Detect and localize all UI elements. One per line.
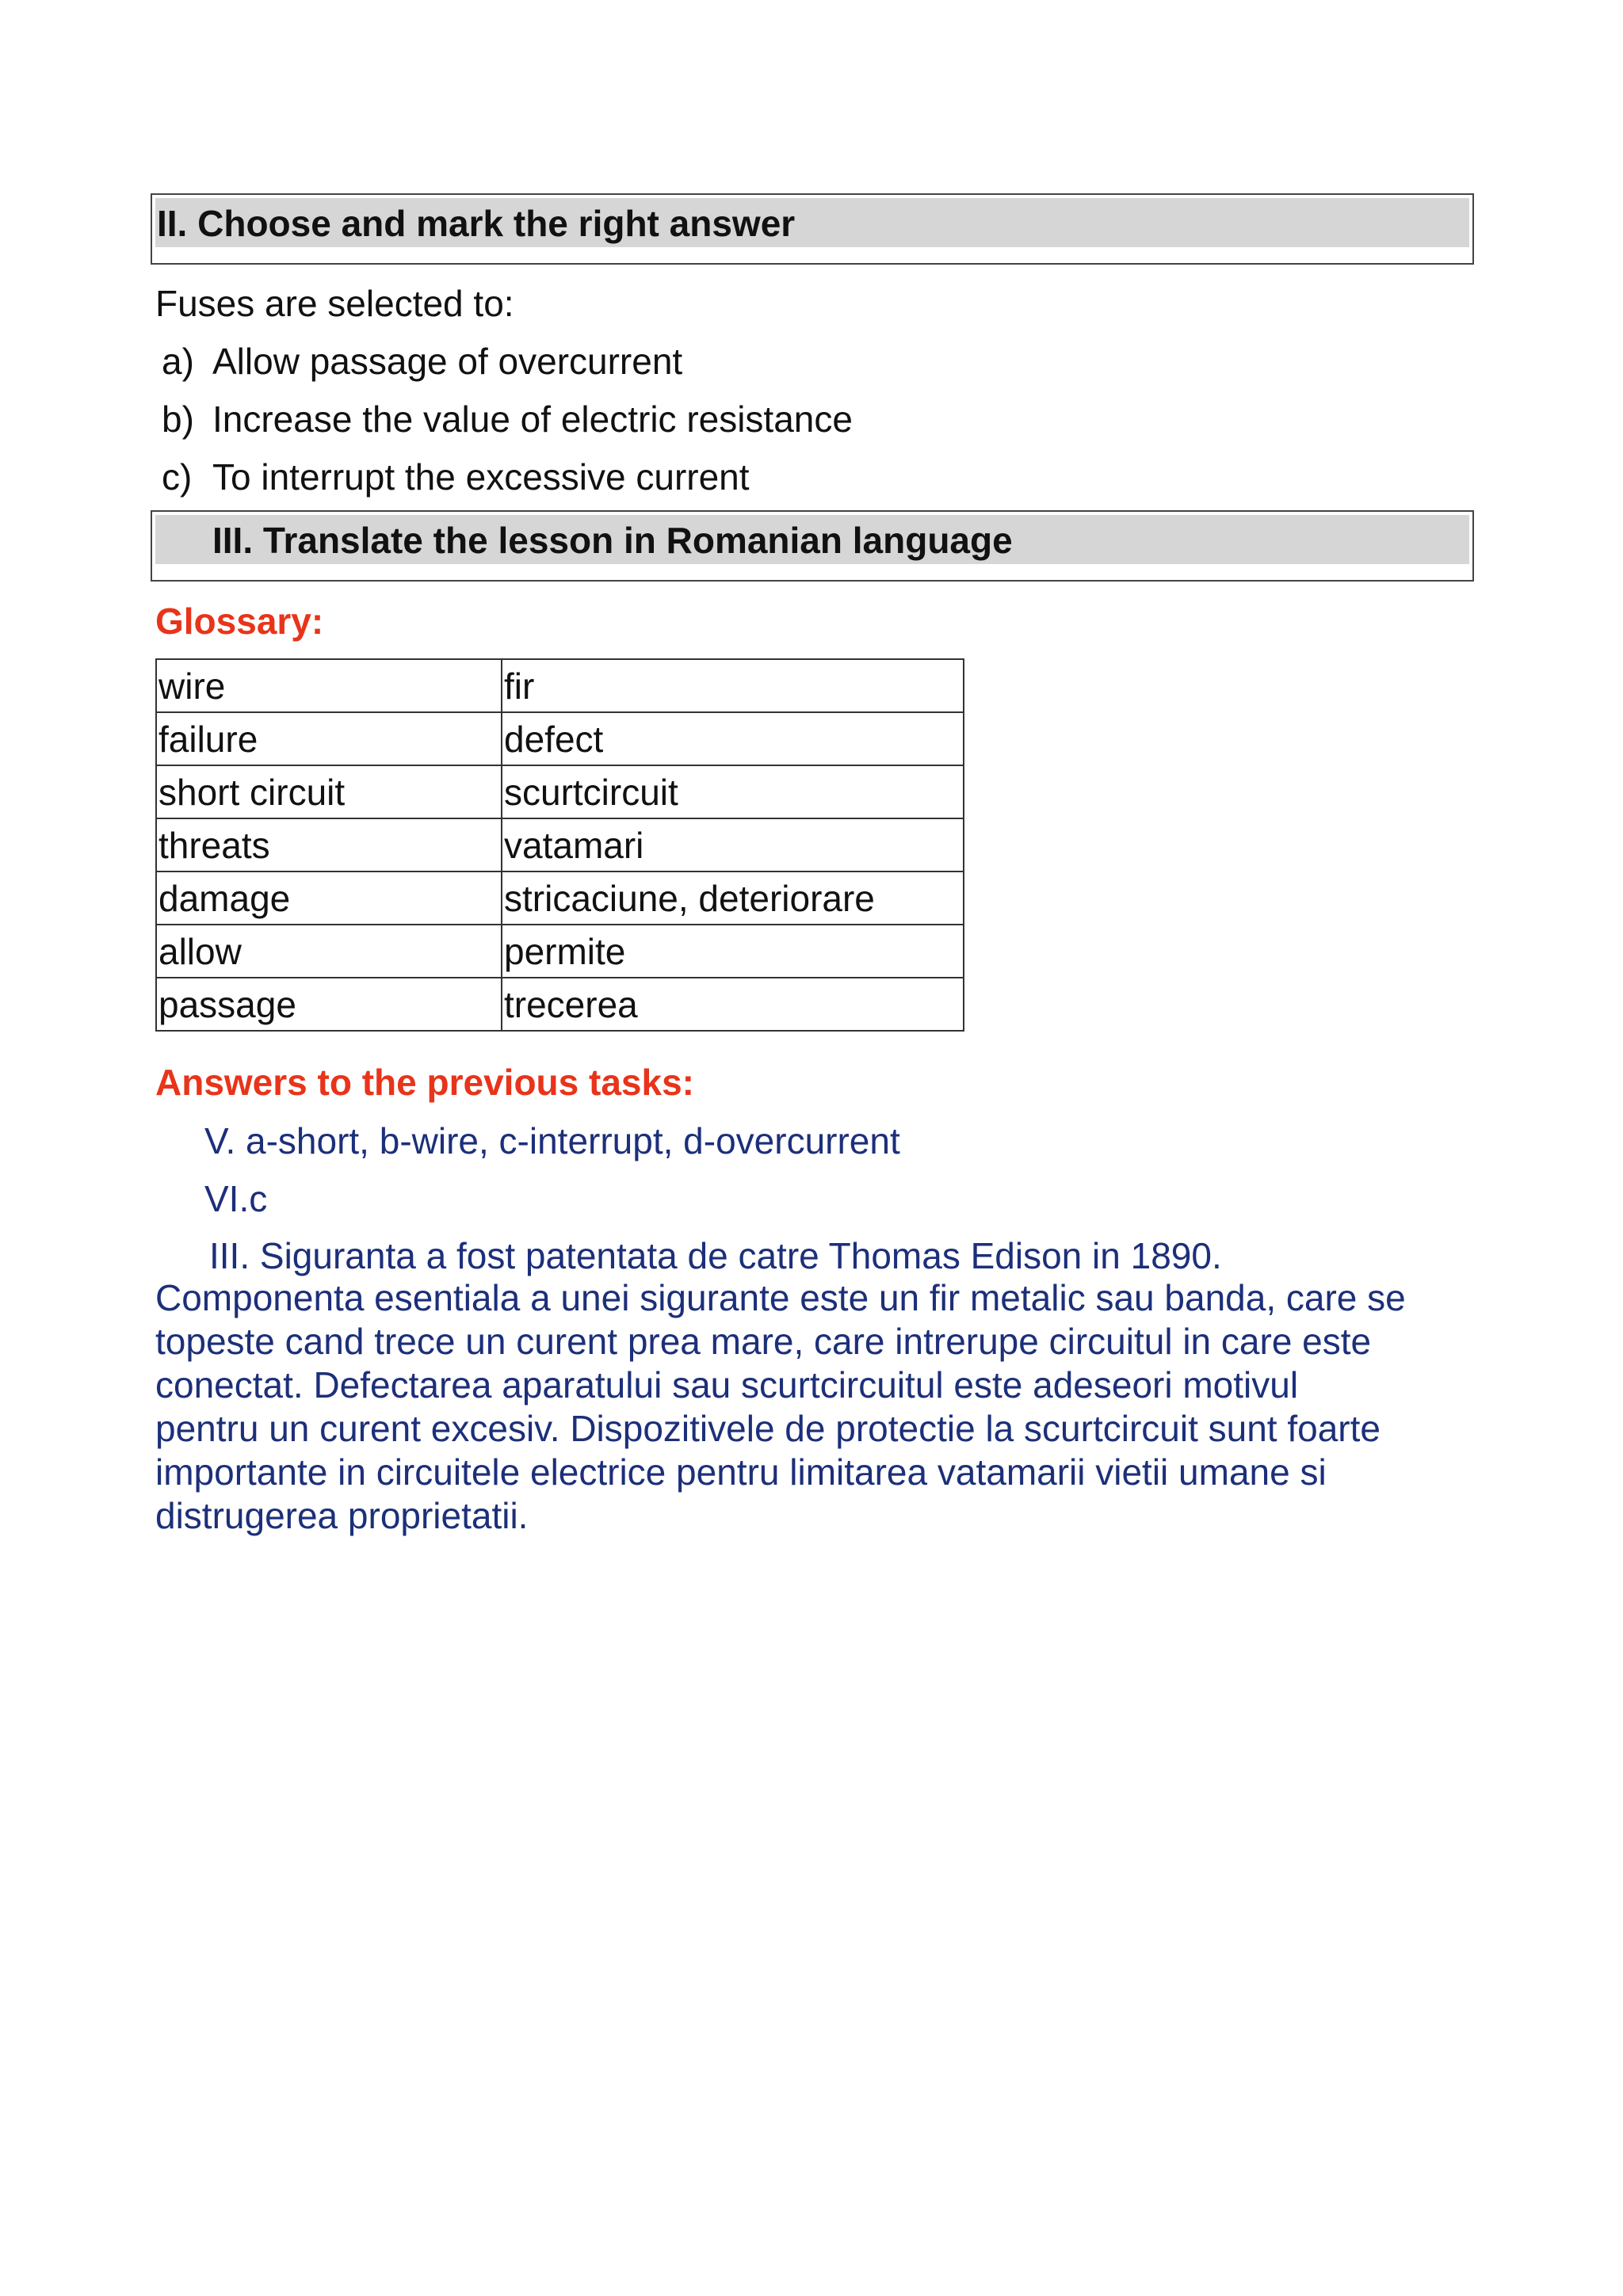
table-row [156, 765, 964, 818]
answer-iii-line: III. Siguranta a fost patentata de catre Thomas Edison in 1890. [209, 1235, 1222, 1276]
glossary-translation: scurtcircuit [502, 765, 964, 818]
option-text: Allow passage of overcurrent [212, 341, 683, 382]
option-letter: b) [162, 399, 194, 440]
glossary-term: damage [156, 871, 502, 925]
answer-vi: VI.c [204, 1178, 268, 1219]
section-title-choose: II. Choose and mark the right answer [157, 203, 796, 244]
glossary-translation: stricaciune, deteriorare [502, 871, 964, 925]
answers-heading: Answers to the previous tasks: [155, 1062, 694, 1103]
answer-iii-line: importante in circuitele electrice pentru limitarea vatamarii vietii umane si [155, 1451, 1327, 1493]
glossary-heading: Glossary: [155, 601, 324, 642]
answer-iii-line: distrugerea proprietatii. [155, 1495, 529, 1536]
option-b [162, 397, 853, 455]
answer-v: V. a-short, b-wire, c-interrupt, d-overcurrent [204, 1120, 900, 1161]
glossary-translation: permite [502, 925, 964, 978]
table-row [156, 712, 964, 765]
table-row [156, 659, 964, 712]
table-row [156, 925, 964, 978]
glossary-table [155, 658, 964, 1032]
glossary-term: short circuit [156, 765, 502, 818]
answer-iii-line: Componenta esentiala a unei sigurante este un fir metalic sau banda, care se [155, 1277, 1406, 1318]
glossary-term: passage [156, 978, 502, 1031]
option-text: Increase the value of electric resistance [212, 399, 853, 440]
glossary-translation: defect [502, 712, 964, 765]
option-a [162, 339, 853, 397]
question-text: Fuses are selected to: [155, 283, 514, 324]
table-row [156, 978, 964, 1031]
option-c [162, 455, 853, 513]
answer-iii-line: topeste cand trece un curent prea mare, care intrerupe circuitul in care este [155, 1321, 1372, 1362]
glossary-translation: fir [502, 659, 964, 712]
answer-options [162, 339, 853, 513]
answer-iii-line: conectat. Defectarea aparatului sau scurtcircuitul este adeseori motivul [155, 1364, 1299, 1405]
glossary-term: allow [156, 925, 502, 978]
glossary-term: wire [156, 659, 502, 712]
glossary-translation: trecerea [502, 978, 964, 1031]
glossary-term: threats [156, 818, 502, 871]
glossary-term: failure [156, 712, 502, 765]
glossary-translation: vatamari [502, 818, 964, 871]
answer-iii-line: pentru un curent excesiv. Dispozitivele de protectie la scurtcircuit sunt foarte [155, 1408, 1381, 1449]
option-letter: a) [162, 341, 194, 382]
table-row [156, 871, 964, 925]
section-title-translate: III. Translate the lesson in Romanian language [212, 520, 1013, 561]
answer-iii-paragraph [155, 1276, 1495, 1538]
section-header-translate [151, 510, 1474, 582]
option-text: To interrupt the excessive current [212, 456, 750, 498]
table-row [156, 818, 964, 871]
option-letter: c) [162, 456, 193, 498]
section-header-choose [151, 193, 1474, 265]
